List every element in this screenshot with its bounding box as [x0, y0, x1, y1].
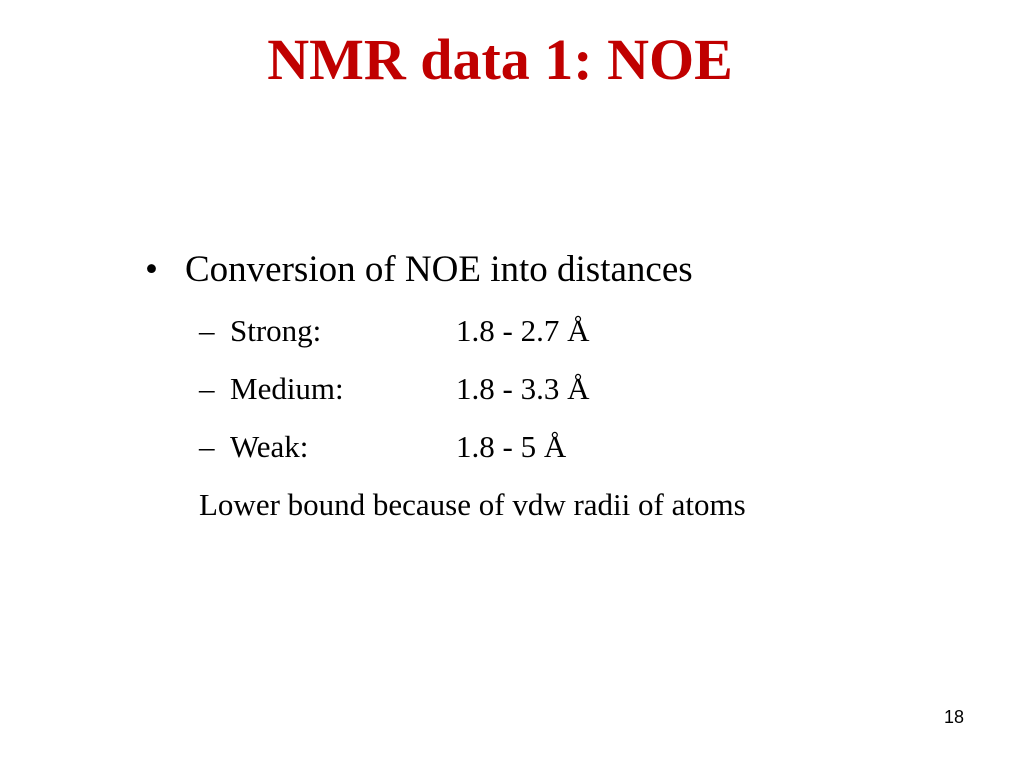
sub-item-label: Weak:: [230, 429, 309, 464]
page-number: 18: [943, 707, 964, 727]
sub-item-value: 1.8 - 3.3 Å: [456, 371, 590, 406]
dash-icon: –: [199, 429, 215, 464]
sub-item-weak: [199, 418, 965, 476]
dash-icon: –: [199, 313, 215, 348]
sub-item-strong: [199, 302, 965, 360]
sub-item-label: Strong:: [230, 313, 322, 348]
bullet-icon: •: [145, 249, 158, 290]
sub-item-medium: [199, 360, 965, 418]
dash-icon: –: [199, 371, 215, 406]
sub-item-value: 1.8 - 5 Å: [456, 429, 567, 464]
bullet-item: [145, 245, 965, 295]
note-text: Lower bound because of vdw radii of atoms: [199, 487, 746, 522]
sub-item-label: Medium:: [230, 371, 344, 406]
slide-title: NMR data 1: NOE: [267, 27, 733, 92]
sub-item-value: 1.8 - 2.7 Å: [456, 313, 590, 348]
bullet-text: Conversion of NOE into distances: [185, 249, 693, 290]
sub-list: [199, 302, 965, 476]
slide-body: [145, 245, 965, 534]
